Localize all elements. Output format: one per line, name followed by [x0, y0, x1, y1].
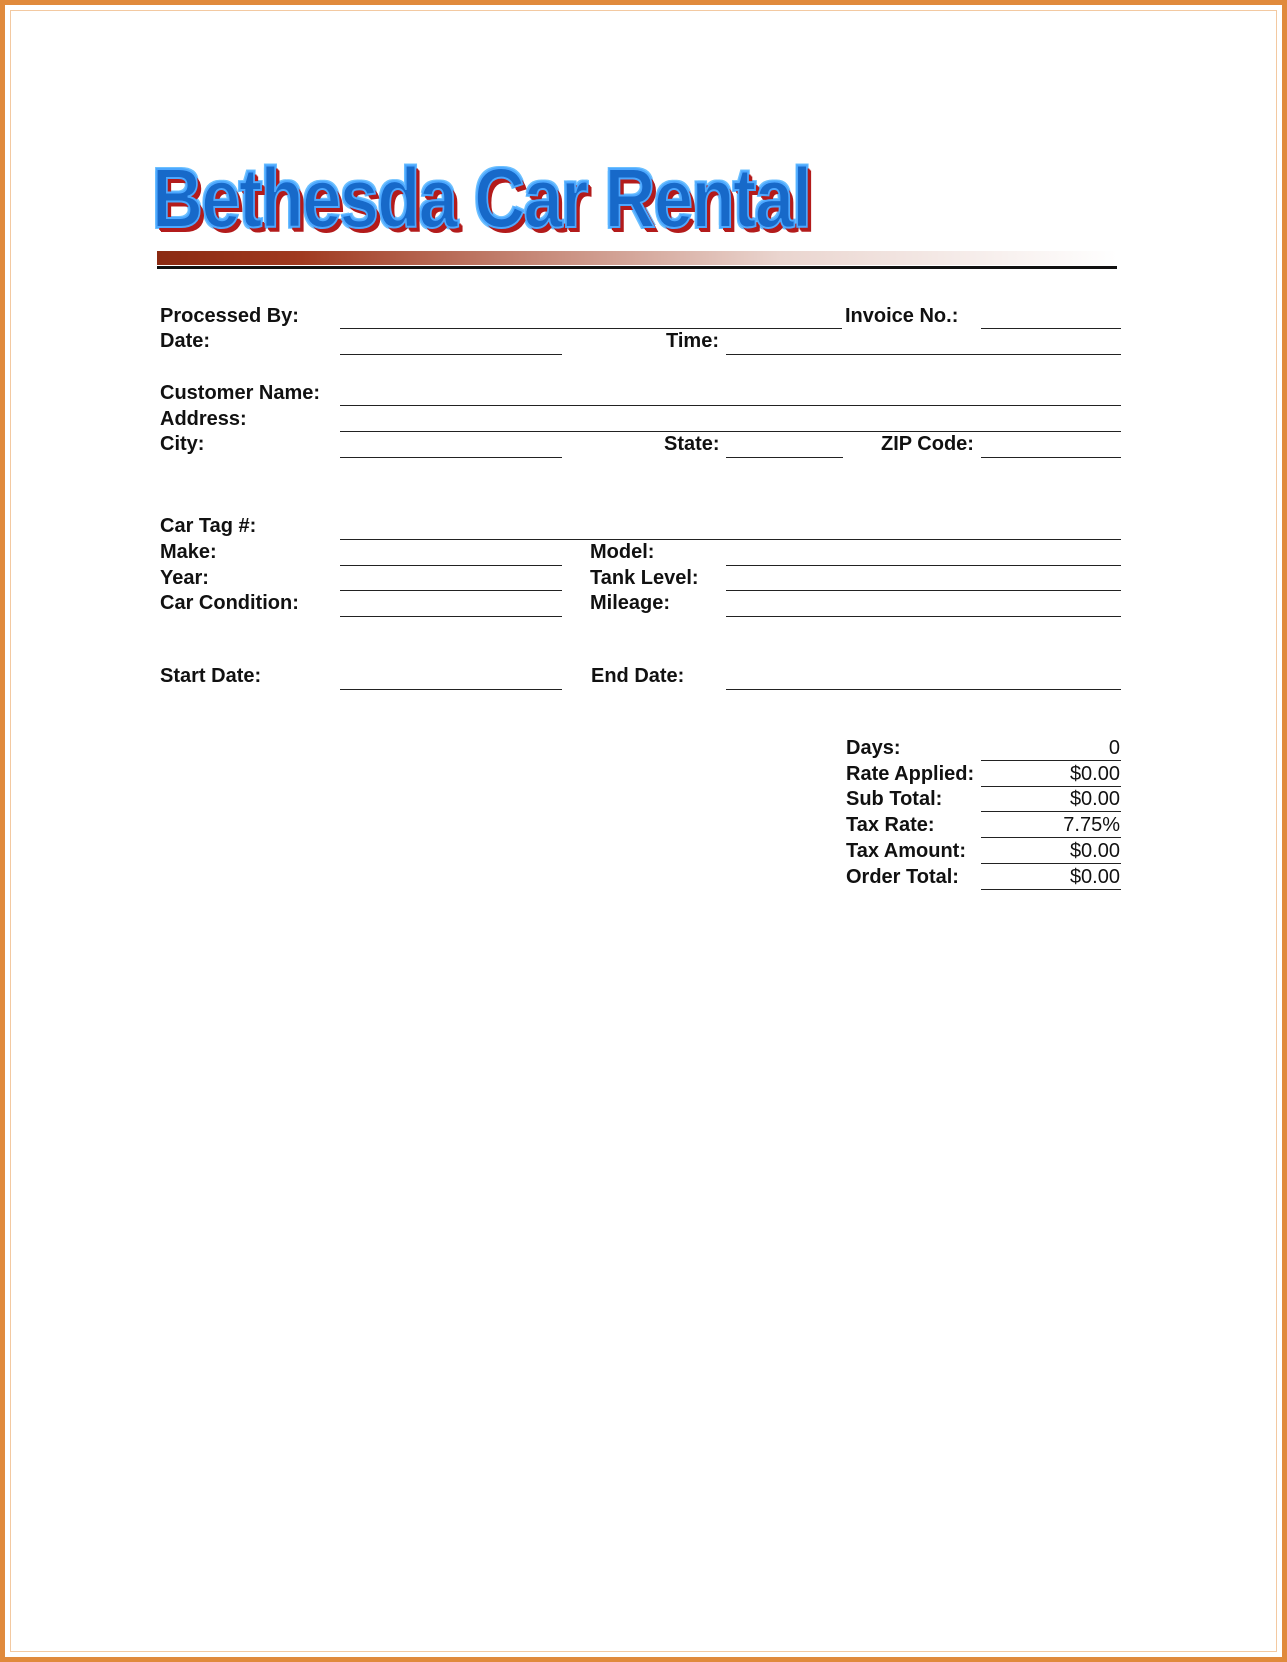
- mileage-label: Mileage:: [590, 592, 671, 614]
- tank-level-label: Tank Level:: [590, 567, 699, 589]
- start-date-field[interactable]: [340, 689, 562, 690]
- customer-name-label: Customer Name:: [160, 382, 321, 404]
- end-date-field[interactable]: [726, 689, 1121, 690]
- days-label: Days:: [846, 737, 901, 759]
- start-date-label: Start Date:: [160, 665, 262, 687]
- processed-by-field[interactable]: [340, 328, 842, 329]
- date-label: Date:: [160, 330, 211, 352]
- tax-amount-label: Tax Amount:: [846, 840, 966, 862]
- tax-rate-label: Tax Rate:: [846, 814, 935, 836]
- processed-by-label: Processed By:: [160, 305, 299, 327]
- time-field[interactable]: [726, 354, 1121, 355]
- state-field[interactable]: [726, 457, 843, 458]
- rate-applied-label: Rate Applied:: [846, 763, 975, 785]
- tax-rate-value: 7.75%: [1063, 814, 1120, 836]
- header-rule: [157, 266, 1117, 269]
- order-total-value: $0.00: [1069, 866, 1120, 888]
- date-field[interactable]: [340, 354, 562, 355]
- tax-amount-underline: [981, 863, 1121, 864]
- make-field[interactable]: [340, 565, 562, 566]
- car-condition-field[interactable]: [340, 616, 562, 617]
- year-field[interactable]: [340, 590, 562, 591]
- company-logo: Bethesda Car Rental: [152, 151, 811, 245]
- days-underline: [981, 760, 1121, 761]
- address-label: Address:: [160, 408, 247, 430]
- sub-total-value: $0.00: [1069, 788, 1120, 810]
- order-total-underline: [981, 889, 1121, 890]
- address-field[interactable]: [340, 431, 1121, 432]
- state-label: State:: [664, 433, 720, 455]
- year-label: Year:: [160, 567, 209, 589]
- sub-total-underline: [981, 811, 1121, 812]
- zip-label: ZIP Code:: [881, 433, 974, 455]
- tax-amount-value: $0.00: [1069, 840, 1120, 862]
- car-tag-label: Car Tag #:: [160, 515, 257, 537]
- model-field[interactable]: [726, 565, 1121, 566]
- end-date-label: End Date:: [591, 665, 685, 687]
- city-field[interactable]: [340, 457, 562, 458]
- car-condition-label: Car Condition:: [160, 592, 299, 614]
- time-label: Time:: [666, 330, 719, 352]
- rate-applied-underline: [981, 786, 1121, 787]
- tank-level-field[interactable]: [726, 590, 1121, 591]
- sub-total-label: Sub Total:: [846, 788, 943, 810]
- zip-field[interactable]: [981, 457, 1121, 458]
- city-label: City:: [160, 433, 205, 455]
- mileage-field[interactable]: [726, 616, 1121, 617]
- invoice-no-label: Invoice No.:: [845, 305, 959, 327]
- days-value: 0: [1108, 737, 1120, 759]
- car-tag-field[interactable]: [340, 539, 1121, 540]
- order-total-label: Order Total:: [846, 866, 959, 888]
- customer-name-field[interactable]: [340, 405, 1121, 406]
- tax-rate-underline: [981, 837, 1121, 838]
- model-label: Model:: [590, 541, 655, 563]
- rate-applied-value: $0.00: [1069, 763, 1120, 785]
- make-label: Make:: [160, 541, 217, 563]
- invoice-no-field[interactable]: [981, 328, 1121, 329]
- header-swoosh: [157, 251, 1117, 265]
